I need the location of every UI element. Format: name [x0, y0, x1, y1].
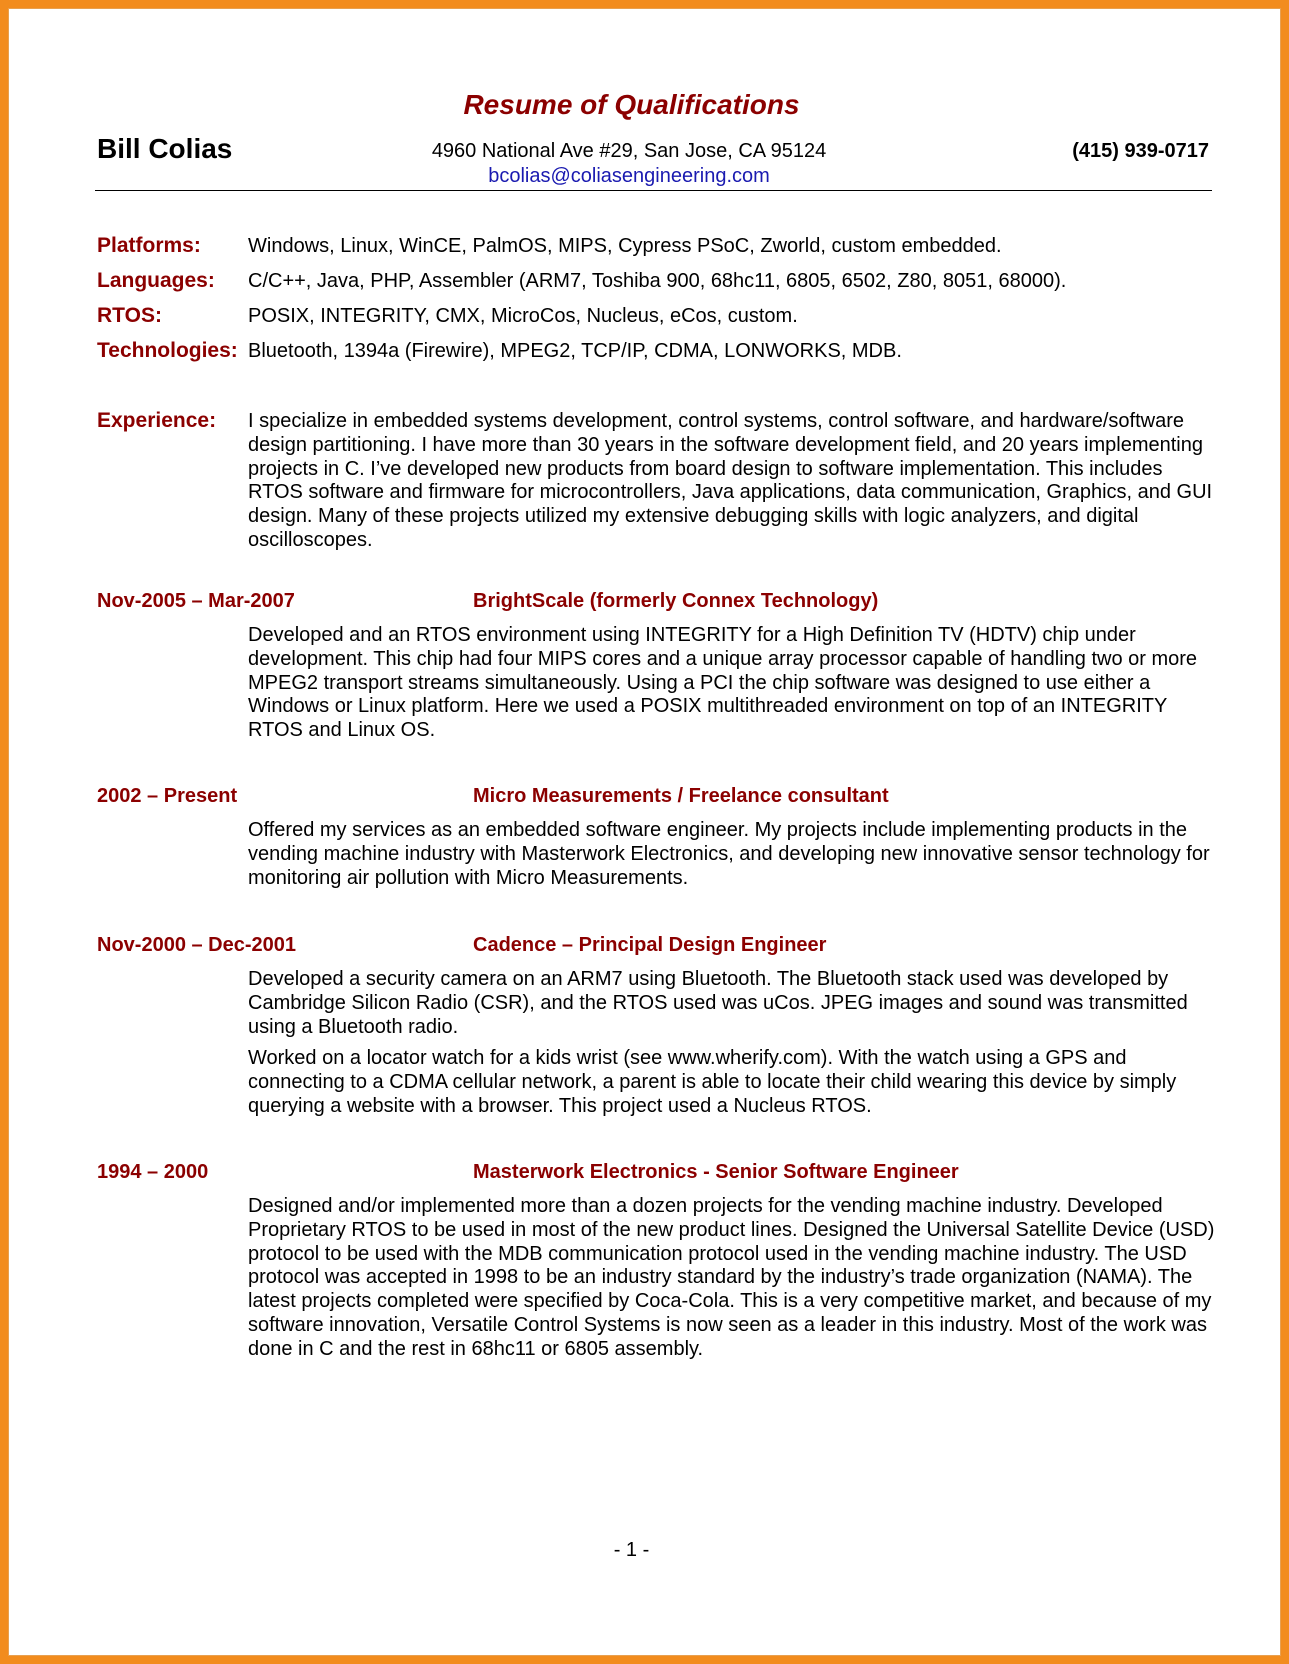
job-description-brightscale: Developed and an RTOS environment using INTEGRITY for a High Definition TV (HDTV) chip under development. This chip had four MIPS cores and a unique array processor capable of handling two or more MPEG2 transport streams simultaneously. Using a PCI the chip software was designed to use either a Windows or Linux platform. Here we used a POSIX multithreaded environment on top of an INTEGRITY RTOS and Linux OS. [248, 624, 1198, 742]
job-dates-micro-measurements: 2002 – Present [97, 785, 238, 807]
document-title: Resume of Qualifications [463, 89, 800, 120]
experience-summary: I specialize in embedded systems development, control systems, control software, and hardware/software design partitioning. I have more than 30 years in the software development field, and 20 years implementing projects in C. I’ve developed new products from board design to software implementation. This includes RTOS software and firmware for microcontrollers, Java applications, data communication, Graphics, and GUI design. Many of these projects utilized my extensive debugging skills with logic analyzers, and digital oscilloscopes. [248, 410, 1213, 551]
page-number: - 1 - [613, 1539, 650, 1561]
skill-value-technologies: Bluetooth, 1394a (Firewire), MPEG2, TCP/IP, CDMA, LONWORKS, MDB. [248, 340, 902, 362]
candidate-email[interactable]: bcolias@coliasengineering.com [488, 165, 770, 187]
skill-label-languages: Languages: [97, 269, 215, 292]
skill-label-platforms: Platforms: [97, 234, 201, 257]
skill-value-platforms: Windows, Linux, WinCE, PalmOS, MIPS, Cypress PSoC, Zworld, custom embedded. [248, 235, 1002, 257]
candidate-phone [1029, 140, 1209, 163]
job-description-cadence-2: Worked on a locator watch for a kids wrist (see www.wherify.com). With the watch using a GPS and connecting to a CDMA cellular network, a parent is able to locate their child wearing this device by simply querying a website with a browser. This project used a Nucleus RTOS. [248, 1047, 1177, 1117]
job-title-masterwork: Masterwork Electronics - Senior Software Engineer [473, 1161, 959, 1183]
job-description-masterwork: Designed and/or implemented more than a dozen projects for the vending machine industry. Developed Proprietary RTOS to be used in most of the new product lines. Designed the Universal Satellite Device (USD) protocol to be used with the MDB communication protocol used in the vending machine industry. The USD protocol was accepted in 1998 to be an industry standard by the industry’s trade organization (NAMA). The latest projects completed were specified by Coca-Cola. This is a very competitive market, and because of my software innovation, Versatile Control Systems is now seen as a leader in this industry. Most of the work was done in C and the rest in 68hc11 or 6805 assembly. [248, 1195, 1215, 1360]
job-dates-brightscale: Nov-2005 – Mar-2007 [97, 590, 295, 612]
experience-label: Experience: [97, 409, 217, 432]
skill-label-technologies: Technologies: [97, 339, 238, 362]
skill-label-rtos: RTOS: [97, 304, 162, 327]
candidate-name: Bill Colias [97, 133, 233, 164]
candidate-address: 4960 National Ave #29, San Jose, CA 95124 [431, 140, 827, 162]
header-divider [95, 190, 1212, 191]
skill-value-languages: C/C++, Java, PHP, Assembler (ARM7, Toshiba 900, 68hc11, 6805, 6502, Z80, 8051, 68000). [248, 270, 1067, 292]
job-dates-masterwork: 1994 – 2000 [97, 1161, 209, 1183]
job-title-cadence: Cadence – Principal Design Engineer [473, 934, 827, 956]
phone-number: 939-0717 [1124, 140, 1209, 162]
job-title-brightscale: BrightScale (formerly Connex Technology) [473, 590, 879, 612]
job-description-micro-measurements: Offered my services as an embedded software engineer. My projects include implementing products in the vending machine industry with Masterwork Electronics, and developing new innovative sensor technology for monitoring air pollution with Micro Measurements. [248, 819, 1210, 889]
skill-value-rtos: POSIX, INTEGRITY, CMX, MicroCos, Nucleus, eCos, custom. [248, 305, 798, 327]
job-dates-cadence: Nov-2000 – Dec-2001 [97, 934, 297, 956]
job-description-cadence-1: Developed a security camera on an ARM7 using Bluetooth. The Bluetooth stack used was developed by Cambridge Silicon Radio (CSR), and the RTOS used was uCos. JPEG images and sound was transmitted using a Bluetooth radio. [248, 968, 1188, 1038]
phone-area-code: (415) [1072, 140, 1119, 162]
job-title-micro-measurements: Micro Measurements / Freelance consultant [473, 785, 889, 807]
resume-page [8, 8, 1281, 1656]
